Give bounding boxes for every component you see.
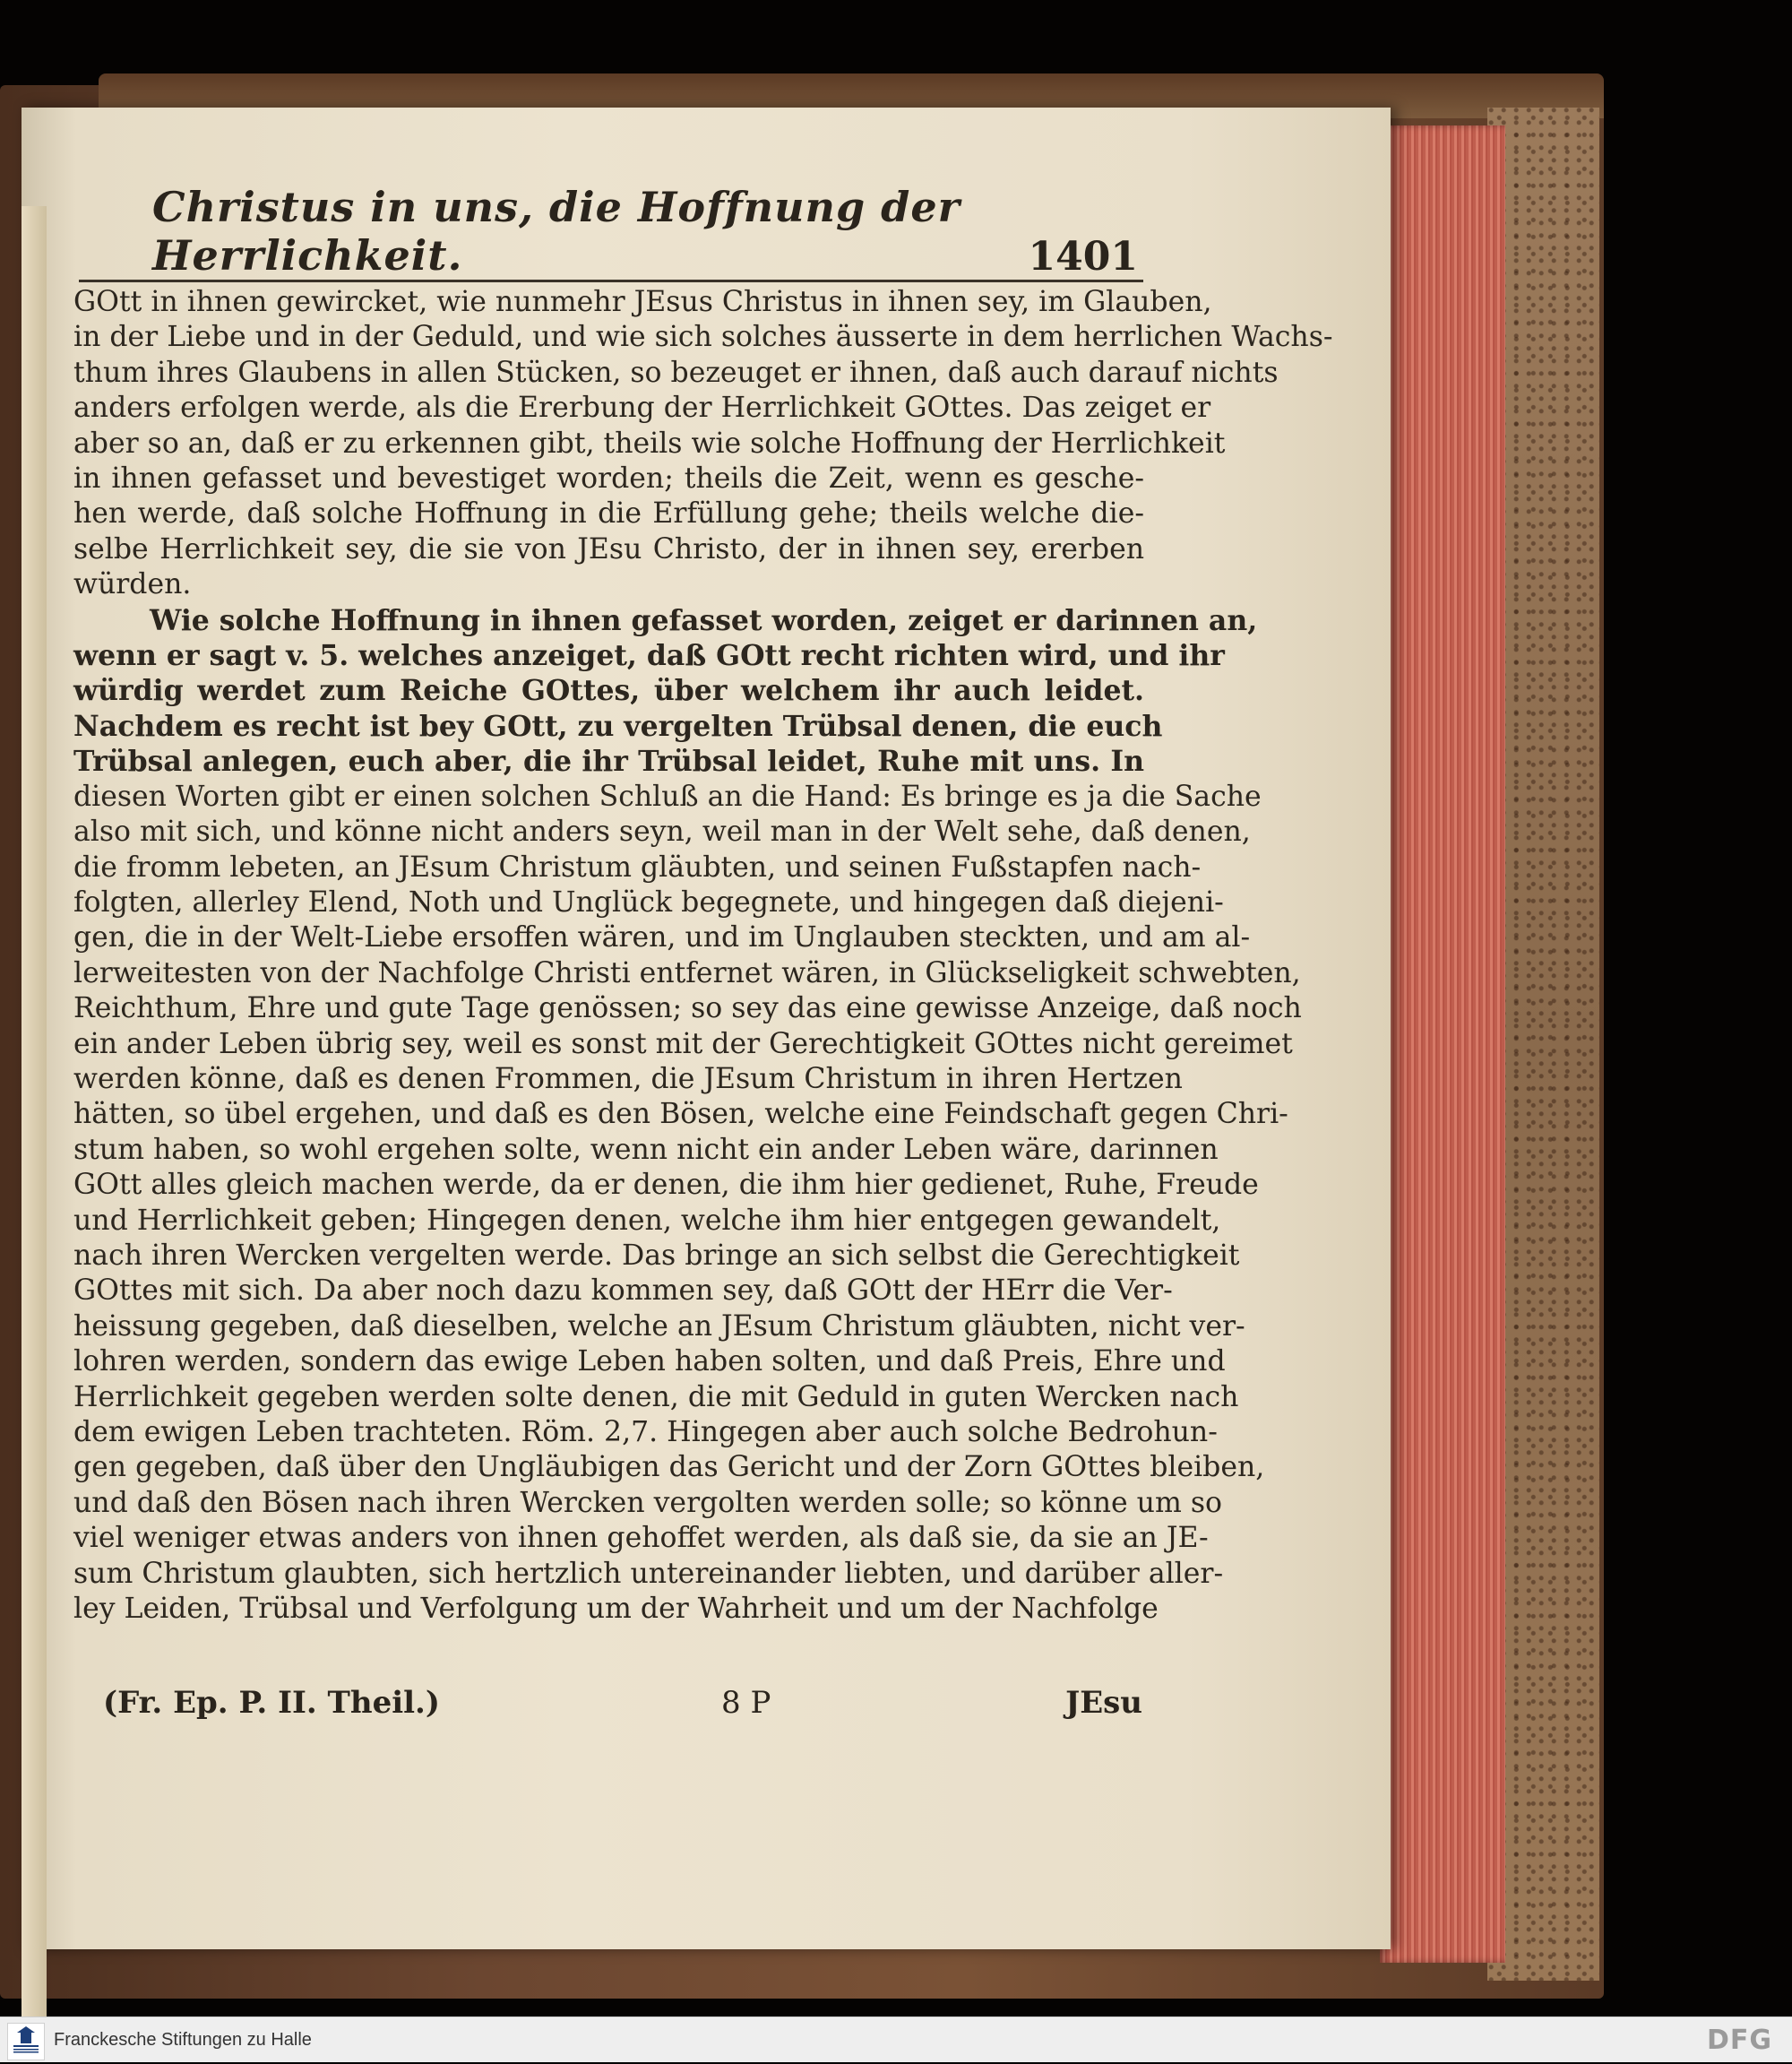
gutter [22, 206, 47, 2017]
signature-line: (Fr. Ep. P. II. Theil.) [103, 1685, 440, 1721]
sheet-mark: 8 P [721, 1685, 771, 1721]
text-line: Reichthum, Ehre und gute Tage genössen; so sey das eine gewisse Anzeige, daß noch [73, 992, 1302, 1025]
text-line: und daß den Bösen nach ihren Wercken vergolten werden solle; so könne um so [73, 1486, 1222, 1519]
text-line: Nachdem es recht ist bey GOtt, zu vergelten Trübsal denen, die euch [73, 709, 1163, 743]
dfg-logo[interactable]: DFG [1706, 2025, 1772, 2056]
text-line: in der Liebe und in der Geduld, und wie sich solches äusserte in dem herrlichen Wachs- [73, 321, 1333, 354]
text-line: ein ander Leben übrig sey, weil es sonst mit der Gerechtigkeit GOttes nicht gereimet [73, 1027, 1293, 1060]
text-line: hen werde, daß solche Hoffnung in die Erfüllung gehe; theils welche die- [73, 497, 1144, 531]
text-line: GOtt alles gleich machen werde, da er denen, die ihm hier gedienet, Ruhe, Freude [73, 1169, 1259, 1202]
text-line: stum haben, so wohl ergehen solte, wenn nicht ein ander Leben wäre, darinnen [73, 1133, 1219, 1166]
text-line: GOtt in ihnen gewircket, wie nunmehr JEsus Christus in ihnen sey, im Glauben, [73, 286, 1212, 318]
text-line: Trübsal anlegen, euch aber, die ihr Trübsal leidet, Ruhe mit uns. In [73, 745, 1144, 779]
text-line: nach ihren Wercken vergelten werde. Das bringe an sich selbst die Gerechtigkeit [73, 1239, 1240, 1272]
text-line: selbe Herrlichkeit sey, die sie von JEsu Christo, der in ihnen sey, ererben [73, 532, 1144, 566]
text-line: diesen Worten gibt er einen solchen Schluß an die Hand: Es bringe es ja die Sache [73, 780, 1262, 813]
text-line: anders erfolgen werde, als die Ererbung der Herrlichkeit GOttes. Das zeiget er [73, 392, 1211, 425]
text-line: Herrlichkeit gegeben werden solte denen, die mit Geduld in guten Wercken nach [73, 1380, 1239, 1413]
text-line: in ihnen gefasset und bevestiget worden; theils die Zeit, wenn es gesche- [73, 462, 1144, 496]
text-line: lerweitesten von der Nachfolge Christi entfernet wären, in Glückseligkeit schwebten, [73, 956, 1301, 989]
text-line: würdig werdet zum Reiche GOttes, über welchem ihr auch leidet. [73, 674, 1144, 708]
body-text [73, 285, 1333, 1627]
text-line: und Herrlichkeit geben; Hingegen denen, welche ihm hier entgegen gewandelt, [73, 1204, 1221, 1237]
text-line: heissung gegeben, daß dieselben, welche an JEsum Christum gläubten, nicht ver- [73, 1309, 1245, 1343]
text-line: lohren werden, sondern das ewige Leben haben solten, und daß Preis, Ehre und [73, 1345, 1226, 1378]
page-footer [103, 1685, 1142, 1725]
text-line: viel weniger etwas anders von ihnen gehoffet werden, als daß sie, da sie an JE- [73, 1522, 1209, 1555]
text-line: thum ihres Glaubens in allen Stücken, so bezeuget er ihnen, daß auch darauf nichts [73, 356, 1279, 389]
text-line: gen gegeben, daß über den Ungläubigen das Gericht und der Zorn GOttes bleiben, [73, 1451, 1265, 1484]
institution-name[interactable]: Franckesche Stiftungen zu Halle [54, 2030, 312, 2050]
text-line: dem ewigen Leben trachteten. Röm. 2,7. Hingegen aber auch solche Bedrohun- [73, 1416, 1218, 1448]
text-line: würden. [73, 568, 192, 601]
text-line: sum Christum glaubten, sich hertzlich untereinander liebten, und darüber aller- [73, 1557, 1224, 1590]
institution-logo-icon[interactable] [7, 2023, 45, 2060]
text-line: aber so an, daß er zu erkennen gibt, theils wie solche Hoffnung der Herrlichkeit [73, 427, 1226, 460]
text-line: ley Leiden, Trübsal und Verfolgung um der Wahrheit und um der Nachfolge [73, 1593, 1159, 1626]
text-line: hätten, so übel ergehen, und daß es den Bösen, welche eine Feindschaft gegen Chri- [73, 1098, 1288, 1131]
text-line: Wie solche Hoffnung in ihnen gefasset worden, zeiget er darinnen an, [150, 603, 1258, 637]
running-head [152, 183, 1138, 280]
text-line: GOttes mit sich. Da aber noch dazu kommen sey, daß GOtt der HErr die Ver- [73, 1274, 1173, 1308]
text-line: die fromm lebeten, an JEsum Christum gläubten, und seinen Fußstapfen nach- [73, 851, 1202, 884]
red-page-edges [1380, 125, 1505, 1963]
text-line: werden könne, daß es denen Frommen, die JEsum Christum in ihren Hertzen [73, 1062, 1183, 1095]
text-line: gen, die in der Welt-Liebe ersoffen wären, und im Unglauben steckten, und am al- [73, 921, 1251, 954]
text-line: folgten, allerley Elend, Noth und Unglück begegnete, und hingegen daß diejeni- [73, 885, 1224, 919]
viewer-bar [0, 2017, 1792, 2062]
catchword: JEsu [1065, 1685, 1142, 1721]
running-title: Christus in uns, die Hoffnung der Herrlichkeit. [152, 183, 961, 280]
page-number: 1401 [1028, 234, 1138, 280]
text-line: wenn er sagt v. 5. welches anzeiget, daß GOtt recht richten wird, und ihr [73, 639, 1225, 673]
text-line: also mit sich, und könne nicht anders seyn, weil man in der Welt sehe, daß denen, [73, 816, 1251, 849]
head-rule [79, 280, 1143, 282]
